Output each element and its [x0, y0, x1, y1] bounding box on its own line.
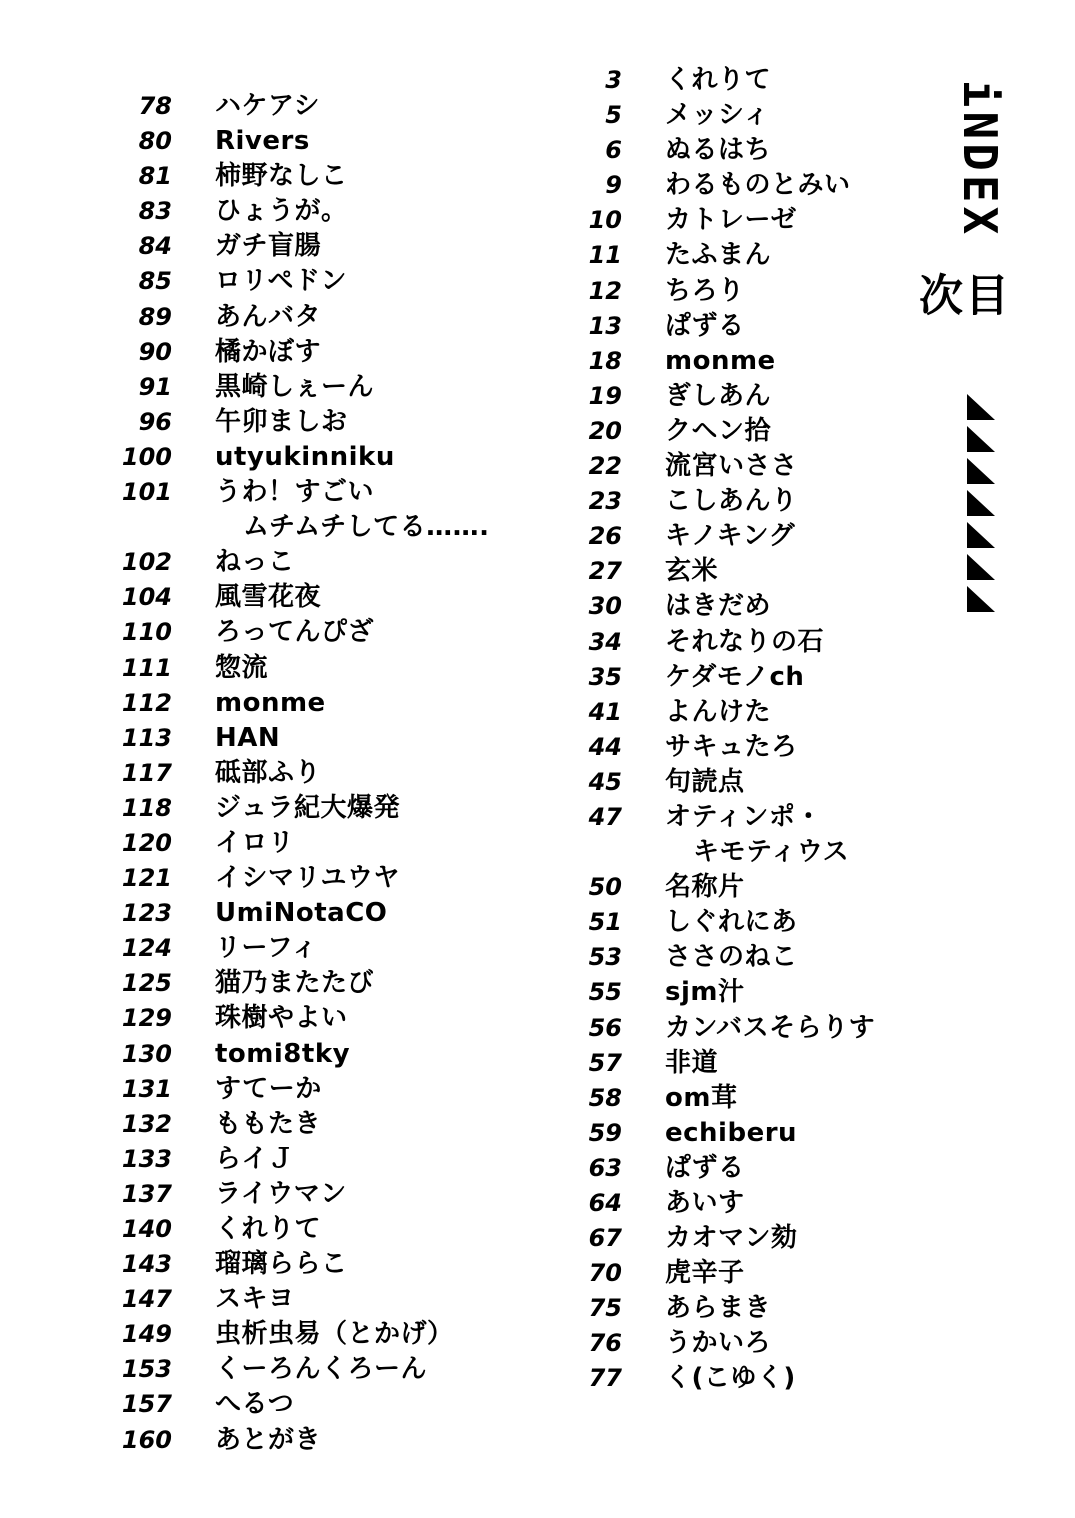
page-number: 113	[121, 723, 172, 752]
index-entry	[100, 264, 490, 299]
page-number: 34	[588, 627, 622, 656]
author-name: キノキング	[665, 521, 796, 552]
index-entry	[550, 625, 875, 660]
triangle-marker-icon	[967, 394, 995, 420]
author-name: ねっこ	[215, 547, 295, 578]
page-number: 137	[121, 1179, 172, 1208]
index-entry	[550, 554, 875, 589]
page-number: 104	[121, 583, 172, 612]
index-entry	[550, 414, 875, 449]
page-number: 101	[121, 478, 172, 507]
page-number: 91	[138, 372, 172, 401]
page-number: 45	[588, 767, 622, 796]
page-number: 117	[121, 758, 172, 787]
index-entry	[550, 905, 875, 940]
author-name: あとがき	[215, 1424, 322, 1455]
page-number: 41	[588, 697, 622, 726]
page-number: 124	[121, 934, 172, 963]
page-number: 12	[588, 276, 622, 305]
index-entry-continuation	[100, 510, 490, 545]
index-entry	[550, 695, 875, 730]
author-name: たふまん	[665, 240, 772, 271]
author-name: うかいろ	[665, 1328, 772, 1359]
page-number: 111	[121, 653, 172, 682]
page-number: 153	[121, 1355, 172, 1384]
author-name: ケダモノch	[665, 661, 805, 692]
author-name: サキュたろ	[665, 731, 798, 762]
index-title-english	[955, 72, 1005, 247]
page-number: 19	[588, 381, 622, 410]
index-entry	[100, 826, 490, 861]
index-entry	[100, 1142, 490, 1177]
author-name: く(こゆく)	[665, 1363, 796, 1394]
author-name: HAN	[215, 722, 281, 753]
index-entry	[100, 1001, 490, 1036]
page-number: 57	[588, 1048, 622, 1077]
author-name: よんけた	[665, 696, 772, 727]
index-entry	[100, 229, 490, 264]
author-name: 瑠璃ららこ	[215, 1249, 348, 1280]
index-entry	[550, 238, 875, 273]
page-number: 10	[588, 206, 622, 235]
index-entry	[100, 1423, 490, 1458]
author-name: こしあんり	[665, 486, 798, 517]
index-entry	[550, 975, 875, 1010]
index-entry	[550, 1046, 875, 1081]
index-entry	[550, 940, 875, 975]
author-name: クヘン拾	[665, 415, 772, 446]
index-entry	[550, 1326, 875, 1361]
index-entry	[100, 440, 490, 475]
page-number: 27	[588, 557, 622, 586]
page-number: 78	[138, 92, 172, 120]
page-number: 6	[605, 136, 622, 165]
index-title-english-text: iNDEX	[953, 79, 1007, 239]
page-number: 83	[138, 197, 172, 226]
index-entry	[550, 344, 875, 379]
author-name: うわ！すごい	[215, 477, 375, 508]
index-entry	[100, 1282, 490, 1317]
index-entry	[550, 1151, 875, 1186]
author-name: 虎辛子	[665, 1258, 745, 1289]
index-entry	[550, 484, 875, 519]
index-entry	[550, 203, 875, 238]
author-name: 句読点	[665, 766, 745, 797]
author-name: スキヨ	[215, 1284, 295, 1315]
page-number: 23	[588, 487, 622, 516]
page-number: 121	[121, 864, 172, 893]
author-name: すてーか	[215, 1073, 322, 1104]
index-entry	[550, 168, 875, 203]
page-number: 81	[138, 162, 172, 191]
index-entry	[100, 931, 490, 966]
author-name: 惣流	[215, 652, 269, 683]
page-number: 160	[121, 1425, 172, 1454]
author-name: om茸	[665, 1082, 738, 1113]
index-entry	[550, 309, 875, 344]
index-entry	[550, 1291, 875, 1326]
index-entry-continuation	[550, 835, 875, 870]
page-number: 84	[138, 232, 172, 261]
index-entry	[100, 580, 490, 615]
author-name: カオマン劾	[665, 1223, 798, 1254]
index-entry	[100, 1387, 490, 1422]
page-number: 47	[588, 802, 622, 831]
page-number: 75	[588, 1294, 622, 1323]
page-number: 132	[121, 1109, 172, 1138]
index-entry	[100, 475, 490, 510]
index-entry	[100, 1107, 490, 1142]
author-name: はきだめ	[665, 591, 772, 622]
index-entry	[100, 756, 490, 791]
page-number: 131	[121, 1074, 172, 1103]
page-number: 55	[588, 978, 622, 1007]
author-name-continuation: ムチムチしてる…….	[243, 512, 490, 543]
page-number: 77	[588, 1364, 622, 1393]
page-number: 53	[588, 943, 622, 972]
page-number: 123	[121, 899, 172, 928]
author-name: 流宮いささ	[665, 451, 798, 482]
author-name: utyukinniku	[215, 441, 395, 472]
triangle-marker-icon	[967, 490, 995, 516]
author-name: くーろんくろーん	[215, 1354, 428, 1385]
index-entry	[550, 730, 875, 765]
index-entry	[550, 1361, 875, 1396]
index-entry	[550, 870, 875, 905]
index-entry	[100, 686, 490, 721]
index-entry	[100, 370, 490, 405]
page-number: 20	[588, 416, 622, 445]
author-name: くれりて	[215, 1214, 322, 1244]
page-number: 80	[138, 127, 172, 156]
index-entry	[100, 861, 490, 896]
author-name: 名称片	[665, 872, 745, 903]
author-name: ぱずる	[665, 1152, 745, 1183]
author-name: 柿野なしこ	[215, 161, 348, 192]
index-entry	[100, 300, 490, 335]
page-number: 35	[588, 662, 622, 691]
author-name: sjm汁	[665, 977, 745, 1008]
author-name: ガチ盲腸	[215, 231, 322, 262]
index-entry	[100, 335, 490, 370]
author-name: ぱずる	[665, 310, 745, 341]
index-entry	[550, 1116, 875, 1151]
author-name: 玄米	[665, 556, 719, 587]
page-number: 118	[121, 793, 172, 822]
author-name: 非道	[665, 1047, 719, 1078]
page-number: 70	[588, 1259, 622, 1288]
page-number: 26	[588, 522, 622, 551]
author-name: ライウマン	[215, 1178, 347, 1209]
index-entry	[550, 379, 875, 414]
index-entry	[100, 1352, 490, 1387]
index-entry	[100, 1317, 490, 1352]
index-entry	[100, 1212, 490, 1247]
author-name: ももたき	[215, 1108, 322, 1139]
page-number: 44	[588, 732, 622, 761]
page-number: 149	[121, 1320, 172, 1349]
author-name: 橘かぼす	[215, 336, 322, 367]
triangle-marker-icon	[967, 522, 995, 548]
index-entry	[550, 765, 875, 800]
index-entry	[100, 89, 490, 124]
author-name: らイＪ	[215, 1143, 295, 1174]
index-entry	[100, 124, 490, 159]
author-name-continuation: キモティウス	[693, 837, 850, 868]
index-entry	[550, 1221, 875, 1256]
author-name: tomi8tky	[215, 1038, 351, 1069]
index-entry	[100, 896, 490, 931]
index-entry	[100, 545, 490, 580]
author-name: 珠樹やよい	[215, 1003, 348, 1034]
author-name: monme	[215, 687, 326, 718]
author-name: ぬるはち	[665, 135, 772, 166]
triangle-marker-icon	[967, 458, 995, 484]
page-number: 96	[138, 407, 172, 436]
page-number: 3	[605, 66, 622, 94]
page-number: 51	[588, 908, 622, 937]
page-number: 11	[588, 241, 622, 270]
page-number: 89	[138, 302, 172, 331]
page-number: 120	[121, 828, 172, 857]
index-title-japanese: 目次	[911, 272, 1008, 316]
page-number: 5	[605, 101, 622, 130]
author-name: 午卯ましお	[215, 406, 348, 437]
index-entry	[100, 405, 490, 440]
page-number: 157	[121, 1390, 172, 1419]
page-number: 125	[121, 969, 172, 998]
author-name: メッシィ	[665, 100, 770, 131]
page-number: 13	[588, 311, 622, 340]
index-entry	[100, 791, 490, 826]
index-entry	[550, 63, 875, 98]
page-number: 110	[121, 618, 172, 647]
author-name: ひょうが。	[215, 196, 348, 227]
author-name: カトレーゼ	[665, 205, 797, 236]
author-name: イシマリユウヤ	[215, 863, 400, 894]
page-number: 102	[121, 548, 172, 577]
page-number: 67	[588, 1224, 622, 1253]
index-entry	[550, 589, 875, 624]
index-entry	[100, 159, 490, 194]
index-entry	[100, 1037, 490, 1072]
author-name: ぎしあん	[665, 380, 772, 411]
triangle-marker-icon	[967, 586, 995, 612]
page-number: 58	[588, 1083, 622, 1112]
author-name: あいす	[665, 1188, 745, 1218]
triangle-markers	[967, 394, 995, 618]
page-number: 56	[588, 1013, 622, 1042]
author-name: オティンポ・	[665, 801, 822, 832]
author-name: しぐれにあ	[665, 907, 798, 938]
page-number: 129	[121, 1004, 172, 1033]
author-name: Rivers	[215, 126, 310, 157]
author-name: 風雪花夜	[215, 582, 322, 613]
page-number: 9	[605, 171, 622, 200]
index-entry	[100, 721, 490, 756]
index-entry	[550, 800, 875, 835]
author-name: ろってんぴざ	[215, 617, 375, 648]
page-number: 140	[121, 1215, 172, 1243]
page-number: 130	[121, 1039, 172, 1068]
index-entry	[100, 615, 490, 650]
page-number: 112	[121, 688, 172, 717]
author-name: ちろり	[665, 275, 745, 306]
index-entry	[550, 1081, 875, 1116]
page-number: 133	[121, 1144, 172, 1173]
page-number: 76	[588, 1329, 622, 1358]
author-name: リーフィ	[215, 933, 318, 964]
author-name: あらまき	[665, 1293, 772, 1324]
page-number: 22	[588, 452, 622, 481]
triangle-marker-icon	[967, 554, 995, 580]
author-name: 猫乃またたび	[215, 968, 375, 999]
index-entry	[550, 449, 875, 484]
author-name: くれりて	[665, 65, 772, 95]
author-name: 虫析虫易（とかげ）	[215, 1319, 454, 1350]
page-number: 143	[121, 1250, 172, 1279]
index-entry	[550, 1186, 875, 1221]
author-name: ジュラ紀大爆発	[215, 792, 400, 823]
page-number: 59	[588, 1118, 622, 1147]
page-number: 90	[138, 337, 172, 366]
page-number: 64	[588, 1189, 622, 1217]
author-name: UmiNotaCO	[215, 898, 388, 929]
index-entry	[550, 660, 875, 695]
index-entry	[550, 98, 875, 133]
page-number: 85	[138, 267, 172, 296]
index-entry	[100, 966, 490, 1001]
index-entry	[550, 133, 875, 168]
page-number: 18	[588, 346, 622, 375]
index-column-right	[550, 63, 875, 1397]
triangle-marker-icon	[967, 426, 995, 452]
author-name: ロリペドン	[215, 266, 347, 297]
author-name: 黒崎しぇーん	[215, 371, 375, 402]
index-entry	[100, 1177, 490, 1212]
index-column-left	[100, 89, 490, 1458]
author-name: 砥部ふり	[215, 757, 322, 788]
page-number: 63	[588, 1153, 622, 1182]
index-entry	[550, 1256, 875, 1291]
author-name: echiberu	[665, 1117, 798, 1148]
author-name: へるつ	[215, 1389, 295, 1420]
index-entry	[550, 1011, 875, 1046]
index-entry	[550, 519, 875, 554]
author-name: ハケアシ	[215, 91, 320, 121]
page-number: 30	[588, 592, 622, 621]
author-name: monme	[665, 345, 776, 376]
author-name: ささのねこ	[665, 942, 798, 973]
index-entry	[550, 274, 875, 309]
author-name: わるものとみい	[665, 170, 851, 201]
author-name: カンバスそらりす	[665, 1012, 876, 1043]
page-number: 100	[121, 442, 172, 471]
author-name: あんバタ	[215, 301, 322, 332]
index-entry	[100, 1247, 490, 1282]
author-name: それなりの石	[665, 626, 825, 657]
page-number: 50	[588, 873, 622, 902]
index-entry	[100, 1072, 490, 1107]
author-name: イロリ	[215, 827, 295, 858]
index-entry	[100, 651, 490, 686]
page-number: 147	[121, 1285, 172, 1314]
index-entry	[100, 194, 490, 229]
